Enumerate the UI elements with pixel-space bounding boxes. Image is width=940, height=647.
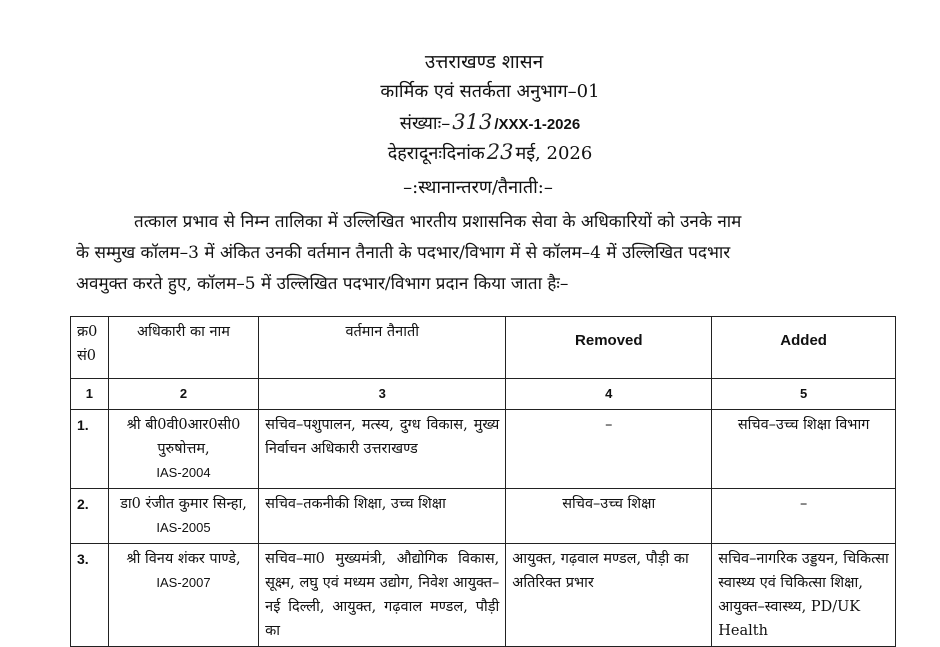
order-number-code: /XXX-1-2026 <box>494 116 581 133</box>
row-officer-name <box>108 489 258 544</box>
column-number: 4 <box>506 379 712 410</box>
row-serial: 2. <box>71 489 109 544</box>
header-serial: क्र0 सं0 <box>71 317 109 379</box>
order-paragraph <box>76 207 896 300</box>
order-date-handwritten: 23 <box>486 140 514 164</box>
officer-batch: IAS-2004 <box>156 465 211 480</box>
row-current-posting: सचिव–मा0 मुख्यमंत्री, औद्योगिक विकास, सूक्ष्म, लघु एवं मध्यम उद्योग, निवेश आयुक्त–नई दिल्ली, आयुक्त, गढ़वाल मण्डल, पौड़ी का <box>259 544 506 647</box>
table-header-row <box>71 317 896 379</box>
order-number <box>20 110 940 135</box>
row-added: सचिव–उच्च शिक्षा विभाग <box>712 410 896 489</box>
row-removed: सचिव–उच्च शिक्षा <box>506 489 712 544</box>
header-officer-name: अधिकारी का नाम <box>108 317 258 379</box>
row-officer-name <box>108 410 258 489</box>
column-number: 1 <box>71 379 109 410</box>
paragraph-line: तत्काल प्रभाव से निम्न तालिका में उल्लिखित भारतीय प्रशासनिक सेवा के अधिकारियों को उनके नाम <box>134 212 742 232</box>
order-number-label: संख्याः– <box>399 113 451 134</box>
row-removed: – <box>506 410 712 489</box>
header-current-posting: वर्तमान तैनाती <box>259 317 506 379</box>
header-removed: Removed <box>506 317 712 379</box>
order-number-handwritten: 313 <box>452 110 493 134</box>
officer-name: श्री बी0वी0आर0सी0 पुरुषोत्तम, <box>126 417 241 457</box>
officer-batch: IAS-2005 <box>156 520 211 535</box>
officer-batch: IAS-2007 <box>156 575 211 590</box>
header-govt: उत्तराखण्ड शासन <box>424 51 544 73</box>
officer-name: श्री विनय शंकर पाण्डे, <box>126 551 241 567</box>
order-date-label: देहरादूनःदिनांक <box>387 143 485 164</box>
row-current-posting: सचिव–तकनीकी शिक्षा, उच्च शिक्षा <box>259 489 506 544</box>
officer-name: डा0 रंजीत कुमार सिन्हा, <box>120 496 247 512</box>
table-row <box>71 410 896 489</box>
order-date-month: मई, 2026 <box>515 143 593 164</box>
row-officer-name <box>108 544 258 647</box>
row-added: सचिव–नागरिक उड्डयन, चिकित्सा स्वास्थ्य एवं चिकित्सा शिक्षा, आयुक्त–स्वास्थ्य, PD/UK Health <box>712 544 896 647</box>
paragraph-line: अवमुक्त करते हुए, कॉलम–5 में उल्लिखित पदभार/विभाग प्रदान किया जाता हैः– <box>76 274 569 294</box>
order-subject: –:स्थानान्तरण/तैनाती:– <box>403 177 553 198</box>
header-department: कार्मिक एवं सतर्कता अनुभाग–01 <box>380 81 600 102</box>
column-number: 5 <box>712 379 896 410</box>
column-number: 2 <box>108 379 258 410</box>
paragraph-line: के सम्मुख कॉलम–3 में अंकित उनकी वर्तमान तैनाती के पदभार/विभाग में से कॉलम–4 में उल्लिखित पदभार <box>76 243 731 263</box>
row-removed: आयुक्त, गढ़वाल मण्डल, पौड़ी का अतिरिक्त प्रभार <box>506 544 712 647</box>
row-serial: 1. <box>71 410 109 489</box>
table-row <box>71 544 896 647</box>
row-added: – <box>712 489 896 544</box>
row-serial: 3. <box>71 544 109 647</box>
row-current-posting: सचिव–पशुपालन, मत्स्य, दुग्ध विकास, मुख्य निर्वाचन अधिकारी उत्तराखण्ड <box>259 410 506 489</box>
table-row <box>71 489 896 544</box>
column-number-row <box>71 379 896 410</box>
header-added: Added <box>712 317 896 379</box>
order-date <box>20 140 940 165</box>
transfer-table <box>70 316 896 647</box>
column-number: 3 <box>259 379 506 410</box>
